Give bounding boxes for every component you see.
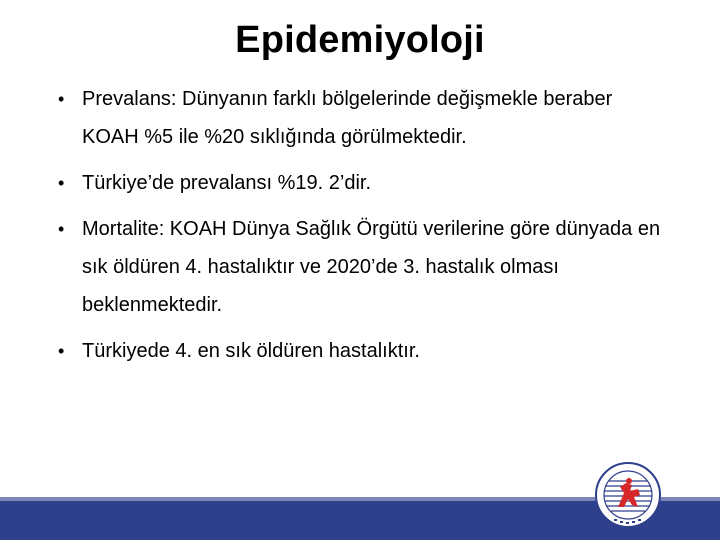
bullet-marker: • xyxy=(58,341,65,361)
bullet-marker: • xyxy=(58,173,65,193)
bullet-text: Türkiyede 4. en sık öldüren hastalıktır. xyxy=(82,340,420,362)
bullet-item xyxy=(58,80,668,156)
university-emblem-icon xyxy=(594,461,662,529)
bullet-item xyxy=(58,164,668,202)
bullet-marker: • xyxy=(58,89,65,109)
slide-title: Epidemiyoloji xyxy=(235,19,485,61)
bullet-text: Mortalite: KOAH Dünya Sağlık Örgütü verilerine göre dünyada en sık öldüren 4. hastalıktır ve 2020’de 3. hastalık olması beklenmektedir. xyxy=(82,218,661,316)
bullet-text: Prevalans: Dünyanın farklı bölgelerinde değişmekle beraber KOAH %5 ile %20 sıklığında görülmektedir. xyxy=(82,88,613,148)
bullet-marker: • xyxy=(58,219,65,239)
bullet-list xyxy=(58,80,668,378)
bullet-text: Türkiye’de prevalansı %19. 2’dir. xyxy=(82,172,372,194)
bullet-item xyxy=(58,332,668,370)
bullet-item xyxy=(58,210,668,324)
